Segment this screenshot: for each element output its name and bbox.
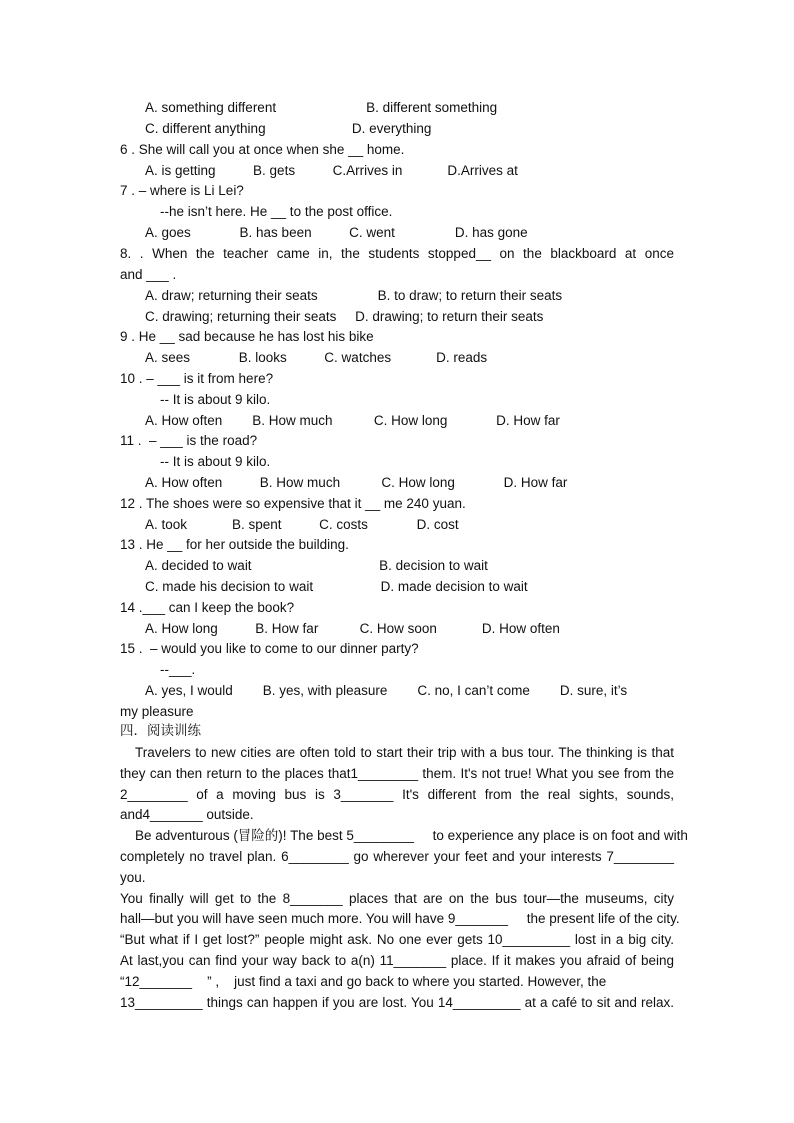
passage-line: they can then return to the places that1________ them. It's not true! What you see from the (120, 766, 674, 781)
q15-stem: 15 . – would you like to come to our dinner party? (120, 641, 419, 656)
passage-line: Travelers to new cities are often told to start their trip with a bus tour. The thinking is that (135, 745, 674, 760)
q9-stem: 9 . He __ sad because he has lost his bike (120, 329, 374, 344)
q9-options: A. sees B. looks C. watches D. reads (145, 350, 488, 365)
q15-response: --___. (160, 662, 196, 677)
passage-line: You finally will get to the 8_______ places that are on the bus tour—the museums, city (120, 891, 674, 906)
q8-options-ab: A. draw; returning their seats B. to draw; to return their seats (145, 288, 563, 303)
q7-stem: 7 . – where is Li Lei? (120, 183, 244, 198)
passage-line: and4_______ outside. (120, 807, 254, 822)
q7-response: --he isn’t here. He __ to the post office. (160, 204, 393, 219)
passage-line: hall—but you will have seen much more. You will have 9_______ the present life of the city. (120, 911, 680, 926)
passage-line: “12_______ ” , just find a taxi and go back to where you started. However, the (120, 974, 607, 989)
q14-options: A. How long B. How far C. How soon D. How often (145, 621, 560, 636)
passage-line: Be adventurous (冒险的)! The best 5________ to experience any place is on foot and with (135, 828, 688, 843)
q13-options-ab: A. decided to wait B. decision to wait (145, 558, 488, 573)
passage-line: you. (120, 870, 146, 885)
q8-stem-cont: and ___ . (120, 267, 177, 282)
q6-options: A. is getting B. gets C.Arrives in D.Arrives at (145, 163, 518, 178)
q15-options: A. yes, I would B. yes, with pleasure C. no, I can’t come D. sure, it’s (145, 683, 628, 698)
q13-options-cd: C. made his decision to wait D. made decision to wait (145, 579, 528, 594)
q10-response: -- It is about 9 kilo. (160, 392, 271, 407)
q10-options: A. How often B. How much C. How long D. How far (145, 413, 560, 428)
q13-stem: 13 . He __ for her outside the building. (120, 537, 349, 552)
q12-options: A. took B. spent C. costs D. cost (145, 517, 459, 532)
passage-line: 2________ of a moving bus is 3_______ It's different from the real sights, sounds, (120, 787, 674, 802)
q6-stem: 6 . She will call you at once when she __ home. (120, 142, 405, 157)
q10-stem: 10 . – ___ is it from here? (120, 371, 274, 386)
q8-stem: 8. . When the teacher came in, the students stopped__ on the blackboard at once (120, 246, 674, 261)
q14-stem: 14 .___ can I keep the book? (120, 600, 295, 615)
q12-stem: 12 . The shoes were so expensive that it __ me 240 yuan. (120, 496, 466, 511)
q11-stem: 11 . – ___ is the road? (120, 433, 258, 448)
q5-options-cd: C. different anything D. everything (145, 121, 432, 136)
q8-options-cd: C. drawing; returning their seats D. drawing; to return their seats (145, 309, 544, 324)
section-heading-reading: 四．阅读训练 (120, 723, 201, 739)
q5-options-ab: A. something different B. different something (145, 100, 498, 115)
passage-line: At last,you can find your way back to a(n) 11_______ place. If it makes you afraid of being (120, 953, 674, 968)
q7-options: A. goes B. has been C. went D. has gone (145, 225, 528, 240)
passage-line: 13_________ things can happen if you are lost. You 14_________ at a café to sit and relax. (120, 995, 674, 1010)
passage-line: completely no travel plan. 6________ go wherever your feet and your interests 7________ (120, 849, 674, 864)
q15-options-cont: my pleasure (120, 704, 194, 719)
q11-options: A. How often B. How much C. How long D. How far (145, 475, 568, 490)
q11-response: -- It is about 9 kilo. (160, 454, 271, 469)
passage-line: “But what if I get lost?” people might ask. No one ever gets 10_________ lost in a big city. (120, 932, 674, 947)
